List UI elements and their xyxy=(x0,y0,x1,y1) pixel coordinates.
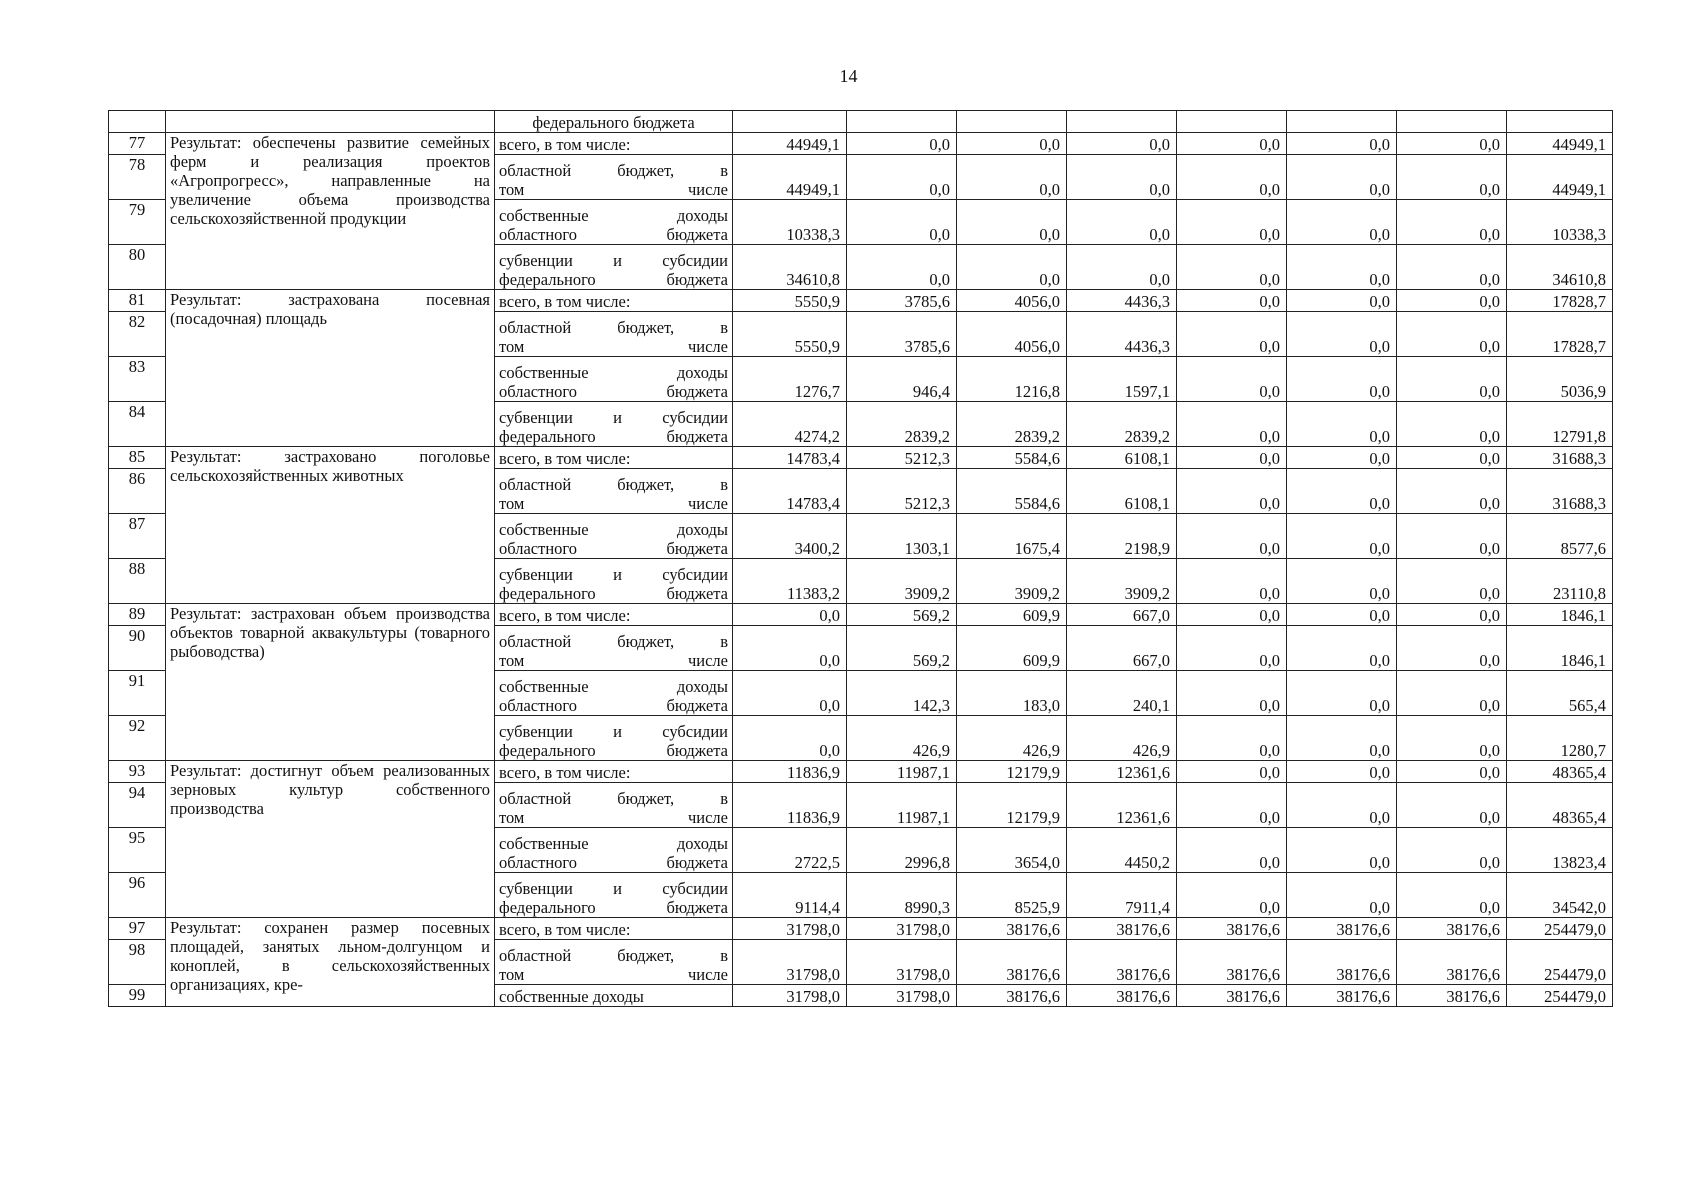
funding-source-line: федерального бюджета xyxy=(499,898,728,917)
value-cell: 426,9 xyxy=(1067,716,1177,761)
value-cell: 0,0 xyxy=(1177,357,1287,402)
value-cell: 5550,9 xyxy=(733,312,847,357)
value-cell: 2722,5 xyxy=(733,828,847,873)
value-cell: 0,0 xyxy=(1177,716,1287,761)
value-cell: 0,0 xyxy=(1397,604,1507,626)
value-cell: 0,0 xyxy=(1397,447,1507,469)
value-cell: 12361,6 xyxy=(1067,761,1177,783)
value-cell: 0,0 xyxy=(1287,469,1397,514)
table-row xyxy=(109,290,1613,312)
funding-source-line: всего, в том числе: xyxy=(499,449,631,468)
value-cell: 0,0 xyxy=(1287,133,1397,155)
value-cell: 0,0 xyxy=(957,133,1067,155)
total-value-cell: 31688,3 xyxy=(1507,469,1613,514)
value-cell: 0,0 xyxy=(1287,761,1397,783)
value-cell: 0,0 xyxy=(1287,559,1397,604)
result-description: Результат: застрахована посевная (посадочная) площадь xyxy=(166,290,495,447)
total-value-cell: 565,4 xyxy=(1507,671,1613,716)
total-value-cell: 23110,8 xyxy=(1507,559,1613,604)
value-cell: 38176,6 xyxy=(1067,918,1177,940)
funding-source-line: областной бюджет, в xyxy=(499,632,728,651)
value-cell: 0,0 xyxy=(1067,200,1177,245)
funding-source-cell xyxy=(495,469,733,514)
funding-source-line: всего, в том числе: xyxy=(499,606,631,625)
value-cell: 0,0 xyxy=(1177,626,1287,671)
value-cell xyxy=(733,111,847,133)
total-value-cell: 34542,0 xyxy=(1507,873,1613,918)
value-cell: 1597,1 xyxy=(1067,357,1177,402)
source-cell: федерального бюджета xyxy=(495,111,733,133)
row-number-cell: 80 xyxy=(109,245,166,290)
value-cell: 31798,0 xyxy=(847,985,957,1007)
funding-source-cell xyxy=(495,783,733,828)
value-cell: 0,0 xyxy=(1287,716,1397,761)
budget-table xyxy=(108,110,1613,1007)
value-cell: 12179,9 xyxy=(957,761,1067,783)
funding-source-cell xyxy=(495,200,733,245)
value-cell: 11383,2 xyxy=(733,559,847,604)
value-cell: 0,0 xyxy=(733,716,847,761)
funding-source-line: областного бюджета xyxy=(499,382,728,401)
value-cell: 6108,1 xyxy=(1067,469,1177,514)
value-cell: 2839,2 xyxy=(847,402,957,447)
value-cell: 11987,1 xyxy=(847,761,957,783)
value-cell: 0,0 xyxy=(1287,783,1397,828)
value-cell: 0,0 xyxy=(1287,828,1397,873)
total-value-cell: 254479,0 xyxy=(1507,985,1613,1007)
row-number-cell: 86 xyxy=(109,469,166,514)
row-number-cell: 81 xyxy=(109,290,166,312)
value-cell: 12361,6 xyxy=(1067,783,1177,828)
value-cell: 0,0 xyxy=(1177,604,1287,626)
value-cell: 0,0 xyxy=(1397,200,1507,245)
value-cell: 0,0 xyxy=(1287,290,1397,312)
funding-source-line: областного бюджета xyxy=(499,225,728,244)
total-value-cell: 1846,1 xyxy=(1507,626,1613,671)
funding-source-line: том числе xyxy=(499,965,728,984)
value-cell: 0,0 xyxy=(1177,873,1287,918)
value-cell: 0,0 xyxy=(1397,133,1507,155)
funding-source-line: всего, в том числе: xyxy=(499,920,631,939)
value-cell: 0,0 xyxy=(957,200,1067,245)
total-value-cell: 44949,1 xyxy=(1507,133,1613,155)
row-number-cell: 87 xyxy=(109,514,166,559)
value-cell: 38176,6 xyxy=(1177,985,1287,1007)
value-cell: 1216,8 xyxy=(957,357,1067,402)
value-cell: 0,0 xyxy=(1397,873,1507,918)
value-cell: 38176,6 xyxy=(957,940,1067,985)
value-cell: 1675,4 xyxy=(957,514,1067,559)
value-cell: 0,0 xyxy=(1397,559,1507,604)
funding-source-cell xyxy=(495,245,733,290)
value-cell: 0,0 xyxy=(1397,783,1507,828)
value-cell: 1276,7 xyxy=(733,357,847,402)
value-cell: 426,9 xyxy=(847,716,957,761)
value-cell: 31798,0 xyxy=(733,940,847,985)
value-cell: 38176,6 xyxy=(1287,940,1397,985)
value-cell: 31798,0 xyxy=(733,985,847,1007)
value-cell: 569,2 xyxy=(847,604,957,626)
total-value-cell: 8577,6 xyxy=(1507,514,1613,559)
value-cell xyxy=(1177,111,1287,133)
funding-source-cell xyxy=(495,133,733,155)
value-cell: 609,9 xyxy=(957,626,1067,671)
funding-source-cell xyxy=(495,604,733,626)
value-cell: 0,0 xyxy=(1177,783,1287,828)
row-number-cell: 96 xyxy=(109,873,166,918)
value-cell: 0,0 xyxy=(1287,312,1397,357)
funding-source-cell xyxy=(495,626,733,671)
value-cell: 2198,9 xyxy=(1067,514,1177,559)
value-cell: 0,0 xyxy=(1177,559,1287,604)
value-cell: 0,0 xyxy=(1177,402,1287,447)
value-cell: 2839,2 xyxy=(1067,402,1177,447)
value-cell: 3400,2 xyxy=(733,514,847,559)
row-number-cell: 92 xyxy=(109,716,166,761)
funding-source-cell xyxy=(495,312,733,357)
value-cell: 7911,4 xyxy=(1067,873,1177,918)
funding-source-line: том числе xyxy=(499,180,728,199)
funding-source-cell xyxy=(495,671,733,716)
value-cell: 44949,1 xyxy=(733,133,847,155)
funding-source-cell xyxy=(495,447,733,469)
total-value-cell: 17828,7 xyxy=(1507,290,1613,312)
value-cell: 0,0 xyxy=(1397,245,1507,290)
result-description: Результат: обеспечены развитие семейных ферм и реализация проектов «Агропрогресс», направленные на увеличение объема производства сельскохозяйственной продукции xyxy=(166,133,495,290)
result-description: Результат: застрахован объем производства объектов товарной аквакультуры (товарного рыбоводства) xyxy=(166,604,495,761)
funding-source-line: областного бюджета xyxy=(499,853,728,872)
value-cell: 0,0 xyxy=(1067,155,1177,200)
value-cell: 11836,9 xyxy=(733,783,847,828)
table-body xyxy=(109,111,1613,1007)
row-number-cell: 84 xyxy=(109,402,166,447)
funding-source-line: областной бюджет, в xyxy=(499,475,728,494)
value-cell: 0,0 xyxy=(1397,290,1507,312)
value-cell: 5550,9 xyxy=(733,290,847,312)
value-cell: 0,0 xyxy=(1287,402,1397,447)
table-row xyxy=(109,918,1613,940)
value-cell: 0,0 xyxy=(1287,626,1397,671)
result-description: Результат: сохранен размер посевных площадей, занятых льном-долгунцом и коноплей, в сельскохозяйственных организациях, кре- xyxy=(166,918,495,1007)
value-cell xyxy=(1287,111,1397,133)
funding-source-cell xyxy=(495,873,733,918)
value-cell: 34610,8 xyxy=(733,245,847,290)
value-cell: 0,0 xyxy=(733,626,847,671)
total-value-cell: 1846,1 xyxy=(1507,604,1613,626)
value-cell: 2839,2 xyxy=(957,402,1067,447)
value-cell: 5584,6 xyxy=(957,447,1067,469)
value-cell: 667,0 xyxy=(1067,626,1177,671)
value-cell: 0,0 xyxy=(1177,761,1287,783)
value-cell: 3785,6 xyxy=(847,290,957,312)
value-cell: 0,0 xyxy=(1397,155,1507,200)
value-cell: 609,9 xyxy=(957,604,1067,626)
value-cell: 11987,1 xyxy=(847,783,957,828)
value-cell xyxy=(847,111,957,133)
value-cell: 0,0 xyxy=(1287,245,1397,290)
row-number-cell: 93 xyxy=(109,761,166,783)
funding-source-line: том числе xyxy=(499,808,728,827)
funding-source-cell xyxy=(495,155,733,200)
value-cell: 4436,3 xyxy=(1067,290,1177,312)
funding-source-line: субвенции и субсидии xyxy=(499,408,728,427)
row-number-cell: 89 xyxy=(109,604,166,626)
value-cell: 0,0 xyxy=(957,155,1067,200)
row-number-cell: 88 xyxy=(109,559,166,604)
funding-source-cell xyxy=(495,828,733,873)
value-cell: 4436,3 xyxy=(1067,312,1177,357)
value-cell: 10338,3 xyxy=(733,200,847,245)
value-cell: 0,0 xyxy=(847,155,957,200)
funding-source-cell xyxy=(495,402,733,447)
value-cell: 38176,6 xyxy=(1397,985,1507,1007)
value-cell: 0,0 xyxy=(1067,245,1177,290)
funding-source-line: собственные доходы xyxy=(499,834,728,853)
funding-source-line: собственные доходы xyxy=(499,363,728,382)
value-cell: 4450,2 xyxy=(1067,828,1177,873)
value-cell: 0,0 xyxy=(1287,200,1397,245)
total-value-cell: 5036,9 xyxy=(1507,357,1613,402)
value-cell: 2996,8 xyxy=(847,828,957,873)
value-cell: 183,0 xyxy=(957,671,1067,716)
row-number-cell: 94 xyxy=(109,783,166,828)
value-cell: 31798,0 xyxy=(733,918,847,940)
total-value-cell: 17828,7 xyxy=(1507,312,1613,357)
row-number-cell: 90 xyxy=(109,626,166,671)
value-cell: 426,9 xyxy=(957,716,1067,761)
value-cell: 38176,6 xyxy=(1397,918,1507,940)
value-cell: 0,0 xyxy=(1177,469,1287,514)
value-cell: 0,0 xyxy=(1177,200,1287,245)
row-number-cell: 78 xyxy=(109,155,166,200)
row-number-cell: 91 xyxy=(109,671,166,716)
value-cell: 0,0 xyxy=(1287,447,1397,469)
value-cell: 31798,0 xyxy=(847,918,957,940)
value-cell: 44949,1 xyxy=(733,155,847,200)
table-row xyxy=(109,447,1613,469)
funding-source-cell xyxy=(495,357,733,402)
row-number-cell: 77 xyxy=(109,133,166,155)
value-cell: 0,0 xyxy=(1397,671,1507,716)
value-cell: 0,0 xyxy=(1287,873,1397,918)
value-cell: 31798,0 xyxy=(847,940,957,985)
value-cell: 4056,0 xyxy=(957,312,1067,357)
value-cell: 38176,6 xyxy=(1067,985,1177,1007)
total-value-cell: 12791,8 xyxy=(1507,402,1613,447)
value-cell xyxy=(957,111,1067,133)
value-cell: 0,0 xyxy=(957,245,1067,290)
funding-source-line: собственные доходы xyxy=(499,520,728,539)
value-cell: 0,0 xyxy=(1397,402,1507,447)
value-cell: 3909,2 xyxy=(847,559,957,604)
funding-source-line: всего, в том числе: xyxy=(499,292,631,311)
value-cell: 38176,6 xyxy=(1177,918,1287,940)
value-cell: 6108,1 xyxy=(1067,447,1177,469)
value-cell: 3654,0 xyxy=(957,828,1067,873)
value-cell: 0,0 xyxy=(1397,761,1507,783)
funding-source-cell xyxy=(495,290,733,312)
row-number-cell: 97 xyxy=(109,918,166,940)
funding-source-cell xyxy=(495,716,733,761)
row-number-cell: 95 xyxy=(109,828,166,873)
funding-source-line: областного бюджета xyxy=(499,696,728,715)
row-number-cell: 83 xyxy=(109,357,166,402)
row-number-cell: 85 xyxy=(109,447,166,469)
value-cell: 5212,3 xyxy=(847,469,957,514)
value-cell: 240,1 xyxy=(1067,671,1177,716)
value-cell: 12179,9 xyxy=(957,783,1067,828)
table-row xyxy=(109,761,1613,783)
total-value-cell: 1280,7 xyxy=(1507,716,1613,761)
funding-source-line: субвенции и субсидии xyxy=(499,879,728,898)
row-number-cell xyxy=(109,111,166,133)
value-cell: 38176,6 xyxy=(1287,918,1397,940)
table-row xyxy=(109,111,1613,133)
value-cell: 0,0 xyxy=(1397,514,1507,559)
result-cell xyxy=(166,111,495,133)
value-cell: 14783,4 xyxy=(733,469,847,514)
value-cell: 0,0 xyxy=(1177,671,1287,716)
value-cell: 0,0 xyxy=(1067,133,1177,155)
row-number-cell: 99 xyxy=(109,985,166,1007)
funding-source-line: федерального бюджета xyxy=(499,741,728,760)
funding-source-line: федерального бюджета xyxy=(499,427,728,446)
total-value-cell: 31688,3 xyxy=(1507,447,1613,469)
value-cell: 0,0 xyxy=(1287,671,1397,716)
value-cell: 14783,4 xyxy=(733,447,847,469)
value-cell: 38176,6 xyxy=(1177,940,1287,985)
funding-source-line: всего, в том числе: xyxy=(499,135,631,154)
value-cell: 0,0 xyxy=(1177,155,1287,200)
funding-source-line: том числе xyxy=(499,651,728,670)
funding-source-cell xyxy=(495,918,733,940)
value-cell: 0,0 xyxy=(1177,312,1287,357)
value-cell xyxy=(1397,111,1507,133)
funding-source-line: областной бюджет, в xyxy=(499,318,728,337)
total-value-cell: 48365,4 xyxy=(1507,761,1613,783)
value-cell: 0,0 xyxy=(1177,290,1287,312)
value-cell: 0,0 xyxy=(733,604,847,626)
row-number-cell: 98 xyxy=(109,940,166,985)
value-cell: 0,0 xyxy=(1397,357,1507,402)
value-cell: 0,0 xyxy=(1287,604,1397,626)
result-description: Результат: застраховано поголовье сельскохозяйственных животных xyxy=(166,447,495,604)
funding-source-line: субвенции и субсидии xyxy=(499,722,728,741)
value-cell: 0,0 xyxy=(1397,626,1507,671)
funding-source-line: субвенции и субсидии xyxy=(499,565,728,584)
funding-source-cell xyxy=(495,514,733,559)
value-cell: 38176,6 xyxy=(1287,985,1397,1007)
value-cell: 0,0 xyxy=(847,245,957,290)
row-number-cell: 82 xyxy=(109,312,166,357)
funding-source-cell xyxy=(495,940,733,985)
funding-source-line: всего, в том числе: xyxy=(499,763,631,782)
value-cell: 0,0 xyxy=(1177,828,1287,873)
value-cell: 667,0 xyxy=(1067,604,1177,626)
funding-source-line: собственные доходы xyxy=(499,987,644,1006)
value-cell: 0,0 xyxy=(1177,514,1287,559)
page-number: 14 xyxy=(839,66,858,86)
value-cell: 0,0 xyxy=(1177,245,1287,290)
value-cell: 38176,6 xyxy=(1067,940,1177,985)
total-value-cell: 48365,4 xyxy=(1507,783,1613,828)
value-cell xyxy=(1067,111,1177,133)
value-cell: 0,0 xyxy=(847,133,957,155)
value-cell: 4056,0 xyxy=(957,290,1067,312)
result-description: Результат: достигнут объем реализованных зерновых культур собственного производства xyxy=(166,761,495,918)
funding-source-line: областной бюджет, в xyxy=(499,161,728,180)
value-cell: 5584,6 xyxy=(957,469,1067,514)
value-cell: 8990,3 xyxy=(847,873,957,918)
value-cell: 0,0 xyxy=(1287,357,1397,402)
value-cell: 946,4 xyxy=(847,357,957,402)
funding-source-line: федерального бюджета xyxy=(499,584,728,603)
row-number-cell: 79 xyxy=(109,200,166,245)
value-cell: 38176,6 xyxy=(957,918,1067,940)
value-cell: 0,0 xyxy=(1287,514,1397,559)
value-cell: 8525,9 xyxy=(957,873,1067,918)
value-cell: 0,0 xyxy=(1177,133,1287,155)
value-cell: 0,0 xyxy=(847,200,957,245)
total-value-cell: 44949,1 xyxy=(1507,155,1613,200)
total-value-cell: 13823,4 xyxy=(1507,828,1613,873)
funding-source-cell xyxy=(495,985,733,1007)
value-cell xyxy=(1507,111,1613,133)
value-cell: 1303,1 xyxy=(847,514,957,559)
funding-source-cell xyxy=(495,761,733,783)
funding-source-cell xyxy=(495,559,733,604)
funding-source-line: областной бюджет, в xyxy=(499,789,728,808)
value-cell: 569,2 xyxy=(847,626,957,671)
value-cell: 5212,3 xyxy=(847,447,957,469)
value-cell: 3785,6 xyxy=(847,312,957,357)
funding-source-line: том числе xyxy=(499,337,728,356)
value-cell: 0,0 xyxy=(1397,469,1507,514)
total-value-cell: 34610,8 xyxy=(1507,245,1613,290)
funding-source-line: областной бюджет, в xyxy=(499,946,728,965)
value-cell: 0,0 xyxy=(1397,716,1507,761)
funding-source-line: собственные доходы xyxy=(499,677,728,696)
total-value-cell: 254479,0 xyxy=(1507,940,1613,985)
value-cell: 38176,6 xyxy=(1397,940,1507,985)
funding-source-line: федерального бюджета xyxy=(499,270,728,289)
funding-source-line: областного бюджета xyxy=(499,539,728,558)
value-cell: 11836,9 xyxy=(733,761,847,783)
total-value-cell: 254479,0 xyxy=(1507,918,1613,940)
value-cell: 0,0 xyxy=(1287,155,1397,200)
table-row xyxy=(109,133,1613,155)
value-cell: 0,0 xyxy=(733,671,847,716)
value-cell: 0,0 xyxy=(1397,312,1507,357)
value-cell: 3909,2 xyxy=(1067,559,1177,604)
value-cell: 38176,6 xyxy=(957,985,1067,1007)
value-cell: 4274,2 xyxy=(733,402,847,447)
value-cell: 0,0 xyxy=(1177,447,1287,469)
table-row xyxy=(109,604,1613,626)
funding-source-line: собственные доходы xyxy=(499,206,728,225)
value-cell: 142,3 xyxy=(847,671,957,716)
funding-source-line: том числе xyxy=(499,494,728,513)
funding-source-line: субвенции и субсидии xyxy=(499,251,728,270)
value-cell: 9114,4 xyxy=(733,873,847,918)
total-value-cell: 10338,3 xyxy=(1507,200,1613,245)
value-cell: 3909,2 xyxy=(957,559,1067,604)
value-cell: 0,0 xyxy=(1397,828,1507,873)
